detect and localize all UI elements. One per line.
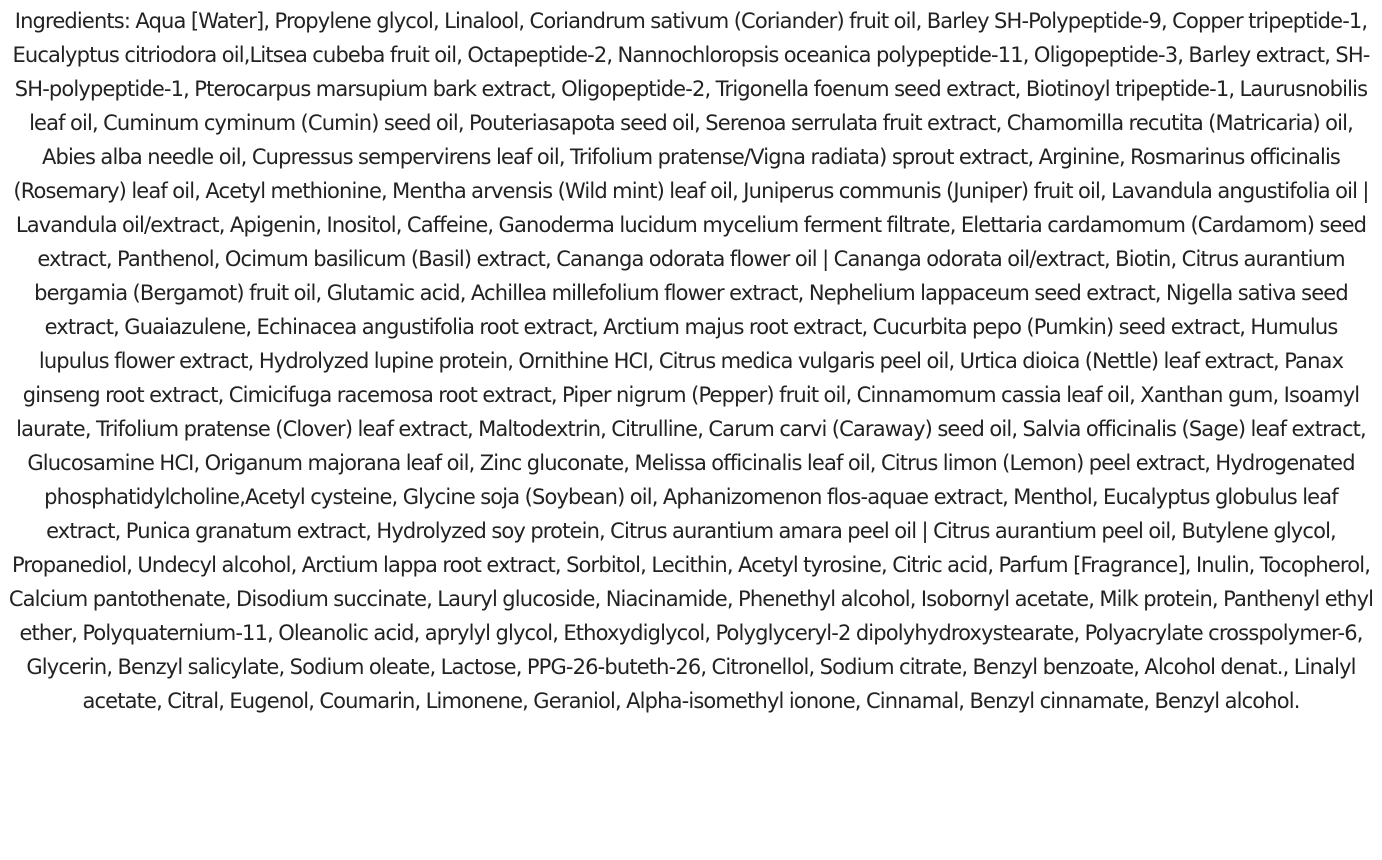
ingredients-list: Ingredients: Aqua [Water], Propylene glycol, Linalool, Coriandrum sativum (Coriander) fruit oil, Barley SH-Polypeptide-9, Copper tripeptide-1, Eucalyptus citriodora oil,Litsea cubeba fruit oil, Octapeptide-2, Nannochloropsis oceanica polypeptide-11, Oligopeptide-3, Barley extract, SH- SH-polypeptide-1, Pterocarpus marsupium bark extract, Oligopeptide-2, Trigonella foenum seed extract, Biotinoyl tripeptide-1, Laurusnobilis leaf oil, Cuminum cyminum (Cumin) seed oil, Pouteriasapota seed oil, Serenoa serrulata fruit extract, Chamomilla recutita (Matricaria) oil, Abies alba needle oil, Cupressus sempervirens leaf oil, Trifolium pratense/Vigna radiata) sprout extract, Arginine, Rosmarinus officinalis (Rosemary) leaf oil, Acetyl methionine, Mentha arvensis (Wild mint) leaf oil, Juniperus communis (Juniper) fruit oil, Lavandula angustifolia oil | Lavandula oil/extract, Apigenin, Inositol, Caffeine, Ganoderma lucidum mycelium ferment filtrate, Elettaria cardamomum (Cardamom) seed extract, Panthenol, Ocimum basilicum (Basil) extract, Cananga odorata flower oil | Cananga odorata oil/extract, Biotin, Citrus aurantium bergamia (Bergamot) fruit oil, Glutamic acid, Achillea millefolium flower extract, Nephelium lappaceum seed extract, Nigella sativa seed extract, Guaiazulene, Echinacea angustifolia root extract, Arctium majus root extract, Cucurbita pepo (Pumkin) seed extract, Humulus lupulus flower extract, Hydrolyzed lupine protein, Ornithine HCI, Citrus medica vulgaris peel oil, Urtica dioica (Nettle) leaf extract, Panax ginseng root extract, Cimicifuga racemosa root extract, Piper nigrum (Pepper) fruit oil, Cinnamomum cassia leaf oil, Xanthan gum, Isoamyl laurate, Trifolium pratense (Clover) leaf extract, Maltodextrin, Citrulline, Carum carvi (Caraway) seed oil, Salvia officinalis (Sage) leaf extract, Glucosamine HCI, Origanum majorana leaf oil, Zinc gluconate, Melissa officinalis leaf oil, Citrus limon (Lemon) peel extract, Hydrogenated phosphatidylcholine,Acetyl cysteine, Glycine soja (Soybean) oil, Aphanizomenon flos-aquae extract, Menthol, Eucalyptus globulus leaf extract, Punica granatum extract, Hydrolyzed soy protein, Citrus aurantium amara peel oil | Citrus aurantium peel oil, Butylene glycol, Propanediol, Undecyl alcohol, Arctium lappa root extract, Sorbitol, Lecithin, Acetyl tyrosine, Citric acid, Parfum [Fragrance], Inulin, Tocopherol, Calcium pantothenate, Disodium succinate, Lauryl glucoside, Niacinamide, Phenethyl alcohol, Isobornyl acetate, Milk protein, Panthenyl ethyl ether, Polyquaternium-11, Oleanolic acid, aprylyl glycol, Ethoxydiglycol, Polyglyceryl-2 dipolyhydroxystearate, Polyacrylate crosspolymer-6, Glycerin, Benzyl salicylate, Sodium oleate, Lactose, PPG-26-buteth-26, Citronellol, Sodium citrate, Benzyl benzoate, Alcohol denat., Linalyl acetate, Citral, Eugenol, Coumarin, Limonene, Geraniol, Alpha-isomethyl ionone, Cinnamal, Benzyl cinnamate, Benzyl alcohol.	[8, 9, 1374, 713]
